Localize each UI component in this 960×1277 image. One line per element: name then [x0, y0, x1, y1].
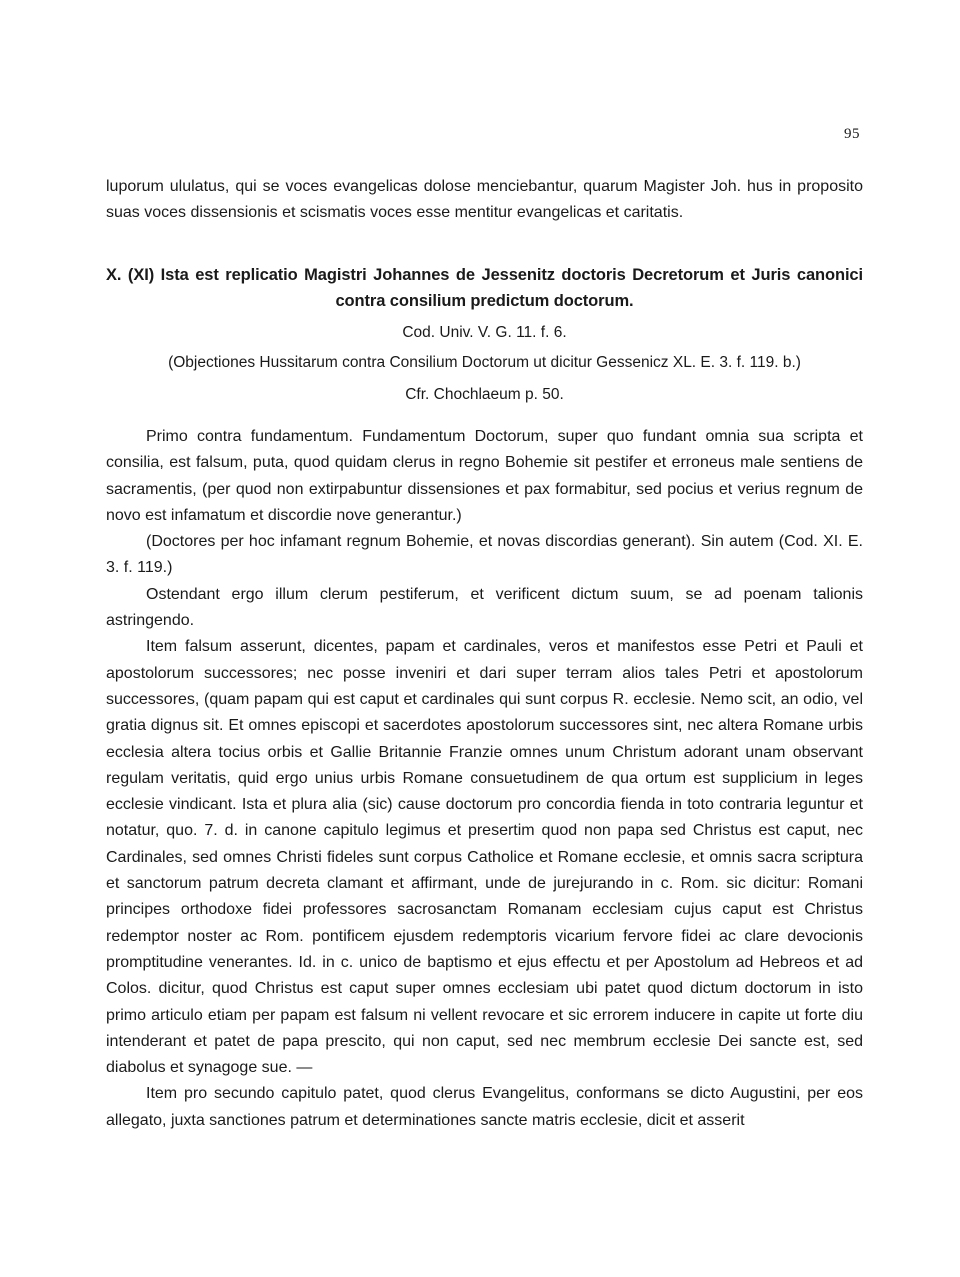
body-paragraph-5: Item pro secundo capitulo patet, quod clerus Evangelitus, conformans se dicto Augustini, per eos allegato, juxta sanctiones patrum et determinationes sancte matris ecclesie, dicit et asserit — [106, 1085, 863, 1129]
source-codex: Cod. Univ. V. G. 11. f. 6. — [402, 324, 567, 341]
page-number: 95 — [844, 126, 860, 142]
section-heading — [106, 262, 863, 314]
source-objectiones: (Objectiones Hussitarum contra Consilium Doctorum ut dicitur Gessenicz XL. E. 3. f. 119. b.) — [168, 354, 801, 371]
section-heading-line-2: contra consilium predictum doctorum. — [335, 292, 634, 310]
body-paragraph-2: (Doctores per hoc infamant regnum Bohemie, et novas discordias generant). Sin autem (Cod. XI. E. 3. f. 119.) — [106, 533, 863, 577]
body-paragraph-3: Ostendant ergo illum clerum pestiferum, et verificent dictum suum, se ad poenam talionis astringendo. — [106, 585, 863, 630]
body-paragraph-1: Primo contra fundamentum. Fundamentum Doctorum, super quo fundant omnia sua scripta et consilia, est falsum, puta, quod quidam clerus in regno Bohemie sit pestifer et erroneus male sentiens de sacramentis, (per quod non extirpabuntur dissensiones et pax formabitur, sed pocius et verius regnum de novo est infamatum et discordie nove generantur.) — [106, 428, 863, 524]
source-cfr: Cfr. Chochlaeum p. 50. — [405, 386, 564, 403]
body-paragraph-4: Item falsum asserunt, dicentes, papam et cardinales, veros et manifestos esse Petri et Pauli et apostolorum successores; nec posse inveniri et dari super terram alios tales Petri et apostolorum successores, (quam papam qui est caput et cardinales qui sunt corpus R. ecclesie. Nemo scit, an odio, vel gratia dignus sit. Et omnes episcopi et sacerdotes apostolorum successores sint, nec altera Romane urbis ecclesia altera tocius orbis et Gallie Britannie Franzie omnes unum Christum adorant unam observant regulam veritatis, quid ergo unius urbis Romane consuetudinem de qua ortum est supplicium in leges ecclesie vindicant. Ista et plura alia (sic) cause doctorum pro concordia fienda in toto contraria leguntur et notatur, quo. 7. d. in canone capitulo legimus et presertim quod non papa sed Christus est caput, nec Cardinales, sed omnes Christi fideles sunt corpus Catholice et Romane ecclesie, et omnis sacra scriptura et sanctorum patrum decreta clamant et affirmant, unde de jurejurando in c. Rom. sic dicitur: Romani principes orthodoxe fidei professores sacrosanctam Romanam ecclesiam cujus caput est Christus redemptor noster ac Rom. pontificem ejusdem redemptoris vicarium fervore fidei ac clare devocionis promptitudine venerantes. Id. in c. unico de baptismo et ejus effectu et per Apostolum ad Hebreos et ad Colos. dicitur, quod Christus est caput super omnes ecclesiam ubi patet quod dictum doctorum in isto primo articulo etiam per papam est falsum ni vellent revocare et sic errorem inducere in capite ut forte diu intenderant et patet de papa prescito, qui non caput, sed nec membrum ecclesie Dei sancte est, sed diabolus et synagoge sue. — — [106, 638, 863, 1077]
main-body — [106, 424, 863, 1134]
intro-paragraph: luporum ululatus, qui se voces evangelicas dolose menciebantur, quarum Magister Joh. hus in proposito suas voces dissensionis et scismatis voces esse mentitur evangelicas et caritatis. — [106, 178, 863, 222]
section-heading-line-1: X. (XI) Ista est replicatio Magistri Johannes de Jessenitz doctoris Decretorum et Juris canonici — [106, 266, 863, 284]
